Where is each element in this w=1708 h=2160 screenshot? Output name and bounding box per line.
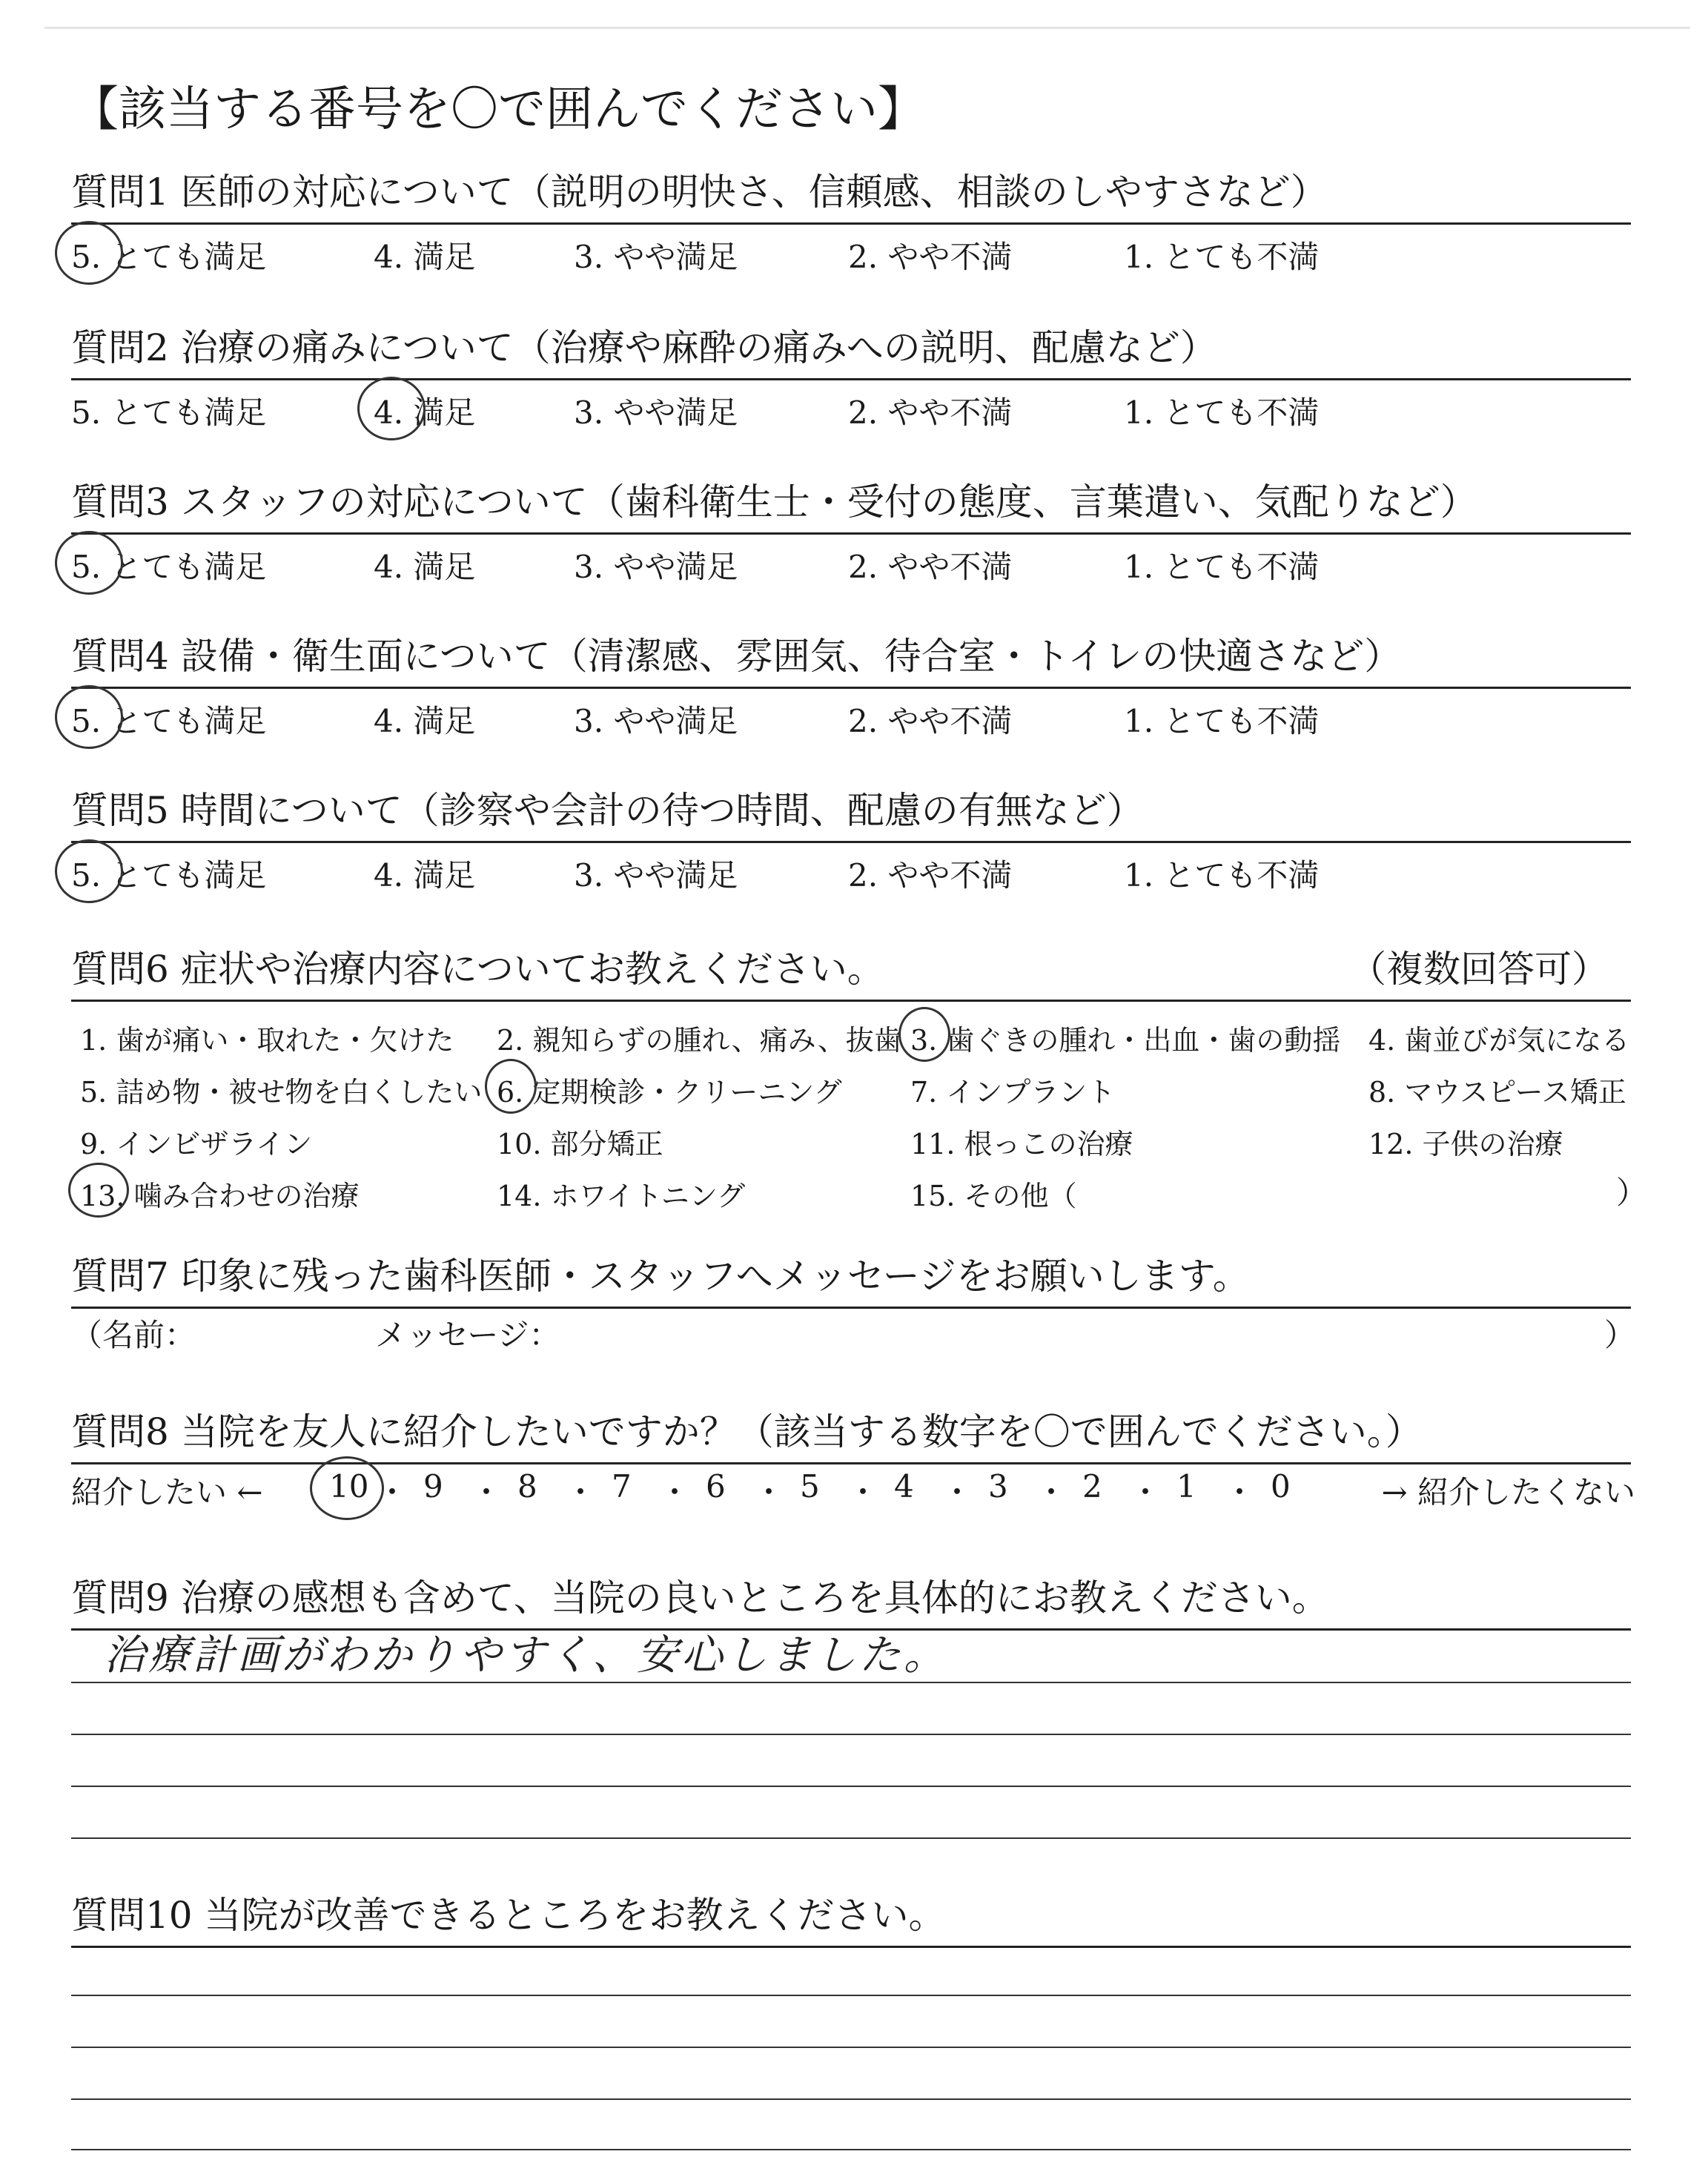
rating-option[interactable]: 3. やや満足 — [574, 703, 738, 739]
answer-line — [71, 1786, 1631, 1787]
question-6-text: 質問6 症状や治療内容についてお教えください。 — [71, 948, 884, 991]
answer-line — [71, 2047, 1631, 2048]
symptom-option[interactable]: 8. マウスピース矯正 — [1368, 1076, 1626, 1109]
question-3-options — [71, 543, 1635, 587]
symptom-option[interactable]: 14. ホワイトニング — [497, 1180, 746, 1212]
scale-value[interactable]: 9 — [423, 1468, 443, 1505]
message-close-paren: ） — [1603, 1317, 1635, 1353]
scale-separator: ・ — [753, 1474, 785, 1510]
selection-circle — [485, 1059, 537, 1114]
answer-line — [71, 2098, 1631, 2100]
selection-circle — [55, 531, 123, 595]
symptom-option[interactable]: 12. 子供の治療 — [1368, 1128, 1563, 1160]
referral-scale — [71, 1468, 1635, 1513]
rating-option[interactable]: 1. とても不満 — [1124, 549, 1320, 585]
answer-line — [71, 1995, 1631, 1996]
rating-option[interactable]: 5. とても満足 — [71, 239, 267, 275]
question-7-label: 質問7 印象に残った歯科医師・スタッフへメッセージをお願いします。 — [71, 1253, 1631, 1309]
scale-value[interactable]: 1 — [1176, 1468, 1196, 1505]
rating-option[interactable]: 5. とても満足 — [71, 703, 267, 739]
rating-option[interactable]: 5. とても満足 — [71, 394, 267, 431]
rating-option[interactable]: 3. やや満足 — [574, 394, 738, 431]
name-label: （名前： — [71, 1317, 196, 1353]
symptom-option[interactable]: 15. その他（ — [910, 1180, 1077, 1212]
rating-option[interactable]: 1. とても不満 — [1124, 394, 1320, 431]
selection-circle — [310, 1456, 384, 1520]
question-1-label: 質問1 医師の対応について（説明の明快さ、信頼感、相談のしやすさなど） — [71, 169, 1631, 225]
rating-option[interactable]: 4. 満足 — [374, 549, 476, 585]
symptom-option[interactable]: 9. インビザライン — [80, 1128, 313, 1160]
rating-option[interactable]: 3. やや満足 — [574, 549, 738, 585]
scale-separator: ・ — [941, 1474, 973, 1510]
rating-option[interactable]: 3. やや満足 — [574, 857, 738, 894]
rating-option[interactable]: 4. 満足 — [374, 703, 476, 739]
handwritten-answer: 治療計画がわかりやすく、安心しました。 — [104, 1631, 948, 1680]
question-6-label — [71, 946, 1631, 1002]
scale-value[interactable]: 10 — [329, 1468, 369, 1505]
selection-circle — [68, 1163, 129, 1218]
answer-line — [71, 1837, 1631, 1839]
scale-value[interactable]: 5 — [800, 1468, 820, 1505]
rating-option[interactable]: 4. 満足 — [374, 857, 476, 894]
selection-circle — [55, 221, 123, 285]
rating-option[interactable]: 5. とても満足 — [71, 857, 267, 894]
scale-right-label: → 紹介したくない — [1381, 1474, 1635, 1510]
page-title: 【該当する番号を〇で囲んでください】 — [71, 82, 925, 137]
selection-circle — [357, 377, 426, 440]
scale-value[interactable]: 8 — [517, 1468, 537, 1505]
question-8-label: 質問8 当院を友人に紹介したいですか？（該当する数字を〇で囲んでください。） — [71, 1409, 1631, 1464]
question-5-options — [71, 851, 1635, 896]
scale-value[interactable]: 7 — [612, 1468, 632, 1505]
symptom-option[interactable]: 6. 定期検診・クリーニング — [497, 1076, 842, 1109]
rating-option[interactable]: 2. やや不満 — [848, 239, 1013, 275]
selection-circle — [55, 685, 123, 749]
question-6-note: （複数回答可） — [1349, 948, 1609, 991]
rating-option[interactable]: 2. やや不満 — [848, 549, 1013, 585]
rating-option[interactable]: 1. とても不満 — [1124, 857, 1320, 894]
rating-option[interactable]: 5. とても満足 — [71, 549, 267, 585]
rating-option[interactable]: 4. 満足 — [374, 239, 476, 275]
rating-option[interactable]: 1. とても不満 — [1124, 239, 1320, 275]
question-2-label: 質問2 治療の痛みについて（治療や麻酔の痛みへの説明、配慮など） — [71, 325, 1631, 380]
symptom-option[interactable]: 3. 歯ぐきの腫れ・出血・歯の動揺 — [910, 1024, 1341, 1057]
symptom-option[interactable]: 10. 部分矯正 — [497, 1128, 663, 1160]
scale-value[interactable]: 4 — [894, 1468, 914, 1505]
scale-separator: ・ — [659, 1474, 691, 1510]
rating-option[interactable]: 3. やや満足 — [574, 239, 738, 275]
selection-circle — [898, 1007, 950, 1062]
question-2-options — [71, 389, 1635, 433]
top-edge-line — [44, 27, 1690, 29]
other-close-paren: ） — [1616, 1175, 1648, 1211]
scale-separator: ・ — [565, 1474, 597, 1510]
message-label: メッセージ： — [375, 1317, 560, 1353]
rating-option[interactable]: 1. とても不満 — [1124, 703, 1320, 739]
symptom-option[interactable]: 11. 根っこの治療 — [910, 1128, 1133, 1160]
question-7-message-row — [71, 1311, 1635, 1355]
rating-option[interactable]: 2. やや不満 — [848, 394, 1013, 431]
scale-value[interactable]: 2 — [1082, 1468, 1102, 1505]
scale-separator: ・ — [471, 1474, 503, 1510]
question-1-options — [71, 233, 1635, 277]
scale-separator: ・ — [1036, 1474, 1068, 1510]
question-5-label: 質問5 時間について（診察や会計の待つ時間、配慮の有無など） — [71, 787, 1631, 843]
symptom-option[interactable]: 1. 歯が痛い・取れた・欠けた — [80, 1024, 454, 1057]
scale-separator: ・ — [1130, 1474, 1162, 1510]
scale-value[interactable]: 6 — [706, 1468, 726, 1505]
scale-left-label: 紹介したい ← — [71, 1474, 263, 1510]
rating-option[interactable]: 2. やや不満 — [848, 857, 1013, 894]
scale-value[interactable]: 3 — [988, 1468, 1008, 1505]
scale-separator: ・ — [847, 1474, 879, 1510]
symptom-option[interactable]: 4. 歯並びが気になる — [1368, 1024, 1630, 1057]
rating-option[interactable]: 2. やや不満 — [848, 703, 1013, 739]
question-4-options — [71, 697, 1635, 742]
answer-line — [71, 1734, 1631, 1735]
scale-separator: ・ — [377, 1474, 408, 1510]
symptom-option[interactable]: 13. 噛み合わせの治療 — [80, 1180, 360, 1212]
selection-circle — [55, 839, 123, 903]
symptom-option[interactable]: 5. 詰め物・被せ物を白くしたい — [80, 1076, 483, 1109]
answer-line — [71, 1682, 1631, 1683]
symptom-option[interactable]: 7. インプラント — [910, 1076, 1116, 1109]
answer-line — [71, 2149, 1631, 2150]
question-9-label: 質問9 治療の感想も含めて、当院の良いところを具体的にお教えください。 — [71, 1575, 1631, 1631]
symptom-option[interactable]: 2. 親知らずの腫れ、痛み、抜歯 — [497, 1024, 902, 1057]
question-3-label: 質問3 スタッフの対応について（歯科衛生士・受付の態度、言葉遣い、気配りなど） — [71, 479, 1631, 535]
rating-option[interactable]: 4. 満足 — [374, 394, 476, 431]
scale-value[interactable]: 0 — [1271, 1468, 1291, 1505]
scale-separator: ・ — [1224, 1474, 1256, 1510]
question-10-label: 質問10 当院が改善できるところをお教えください。 — [71, 1892, 1631, 1948]
question-4-label: 質問4 設備・衛生面について（清潔感、雰囲気、待合室・トイレの快適さなど） — [71, 633, 1631, 689]
